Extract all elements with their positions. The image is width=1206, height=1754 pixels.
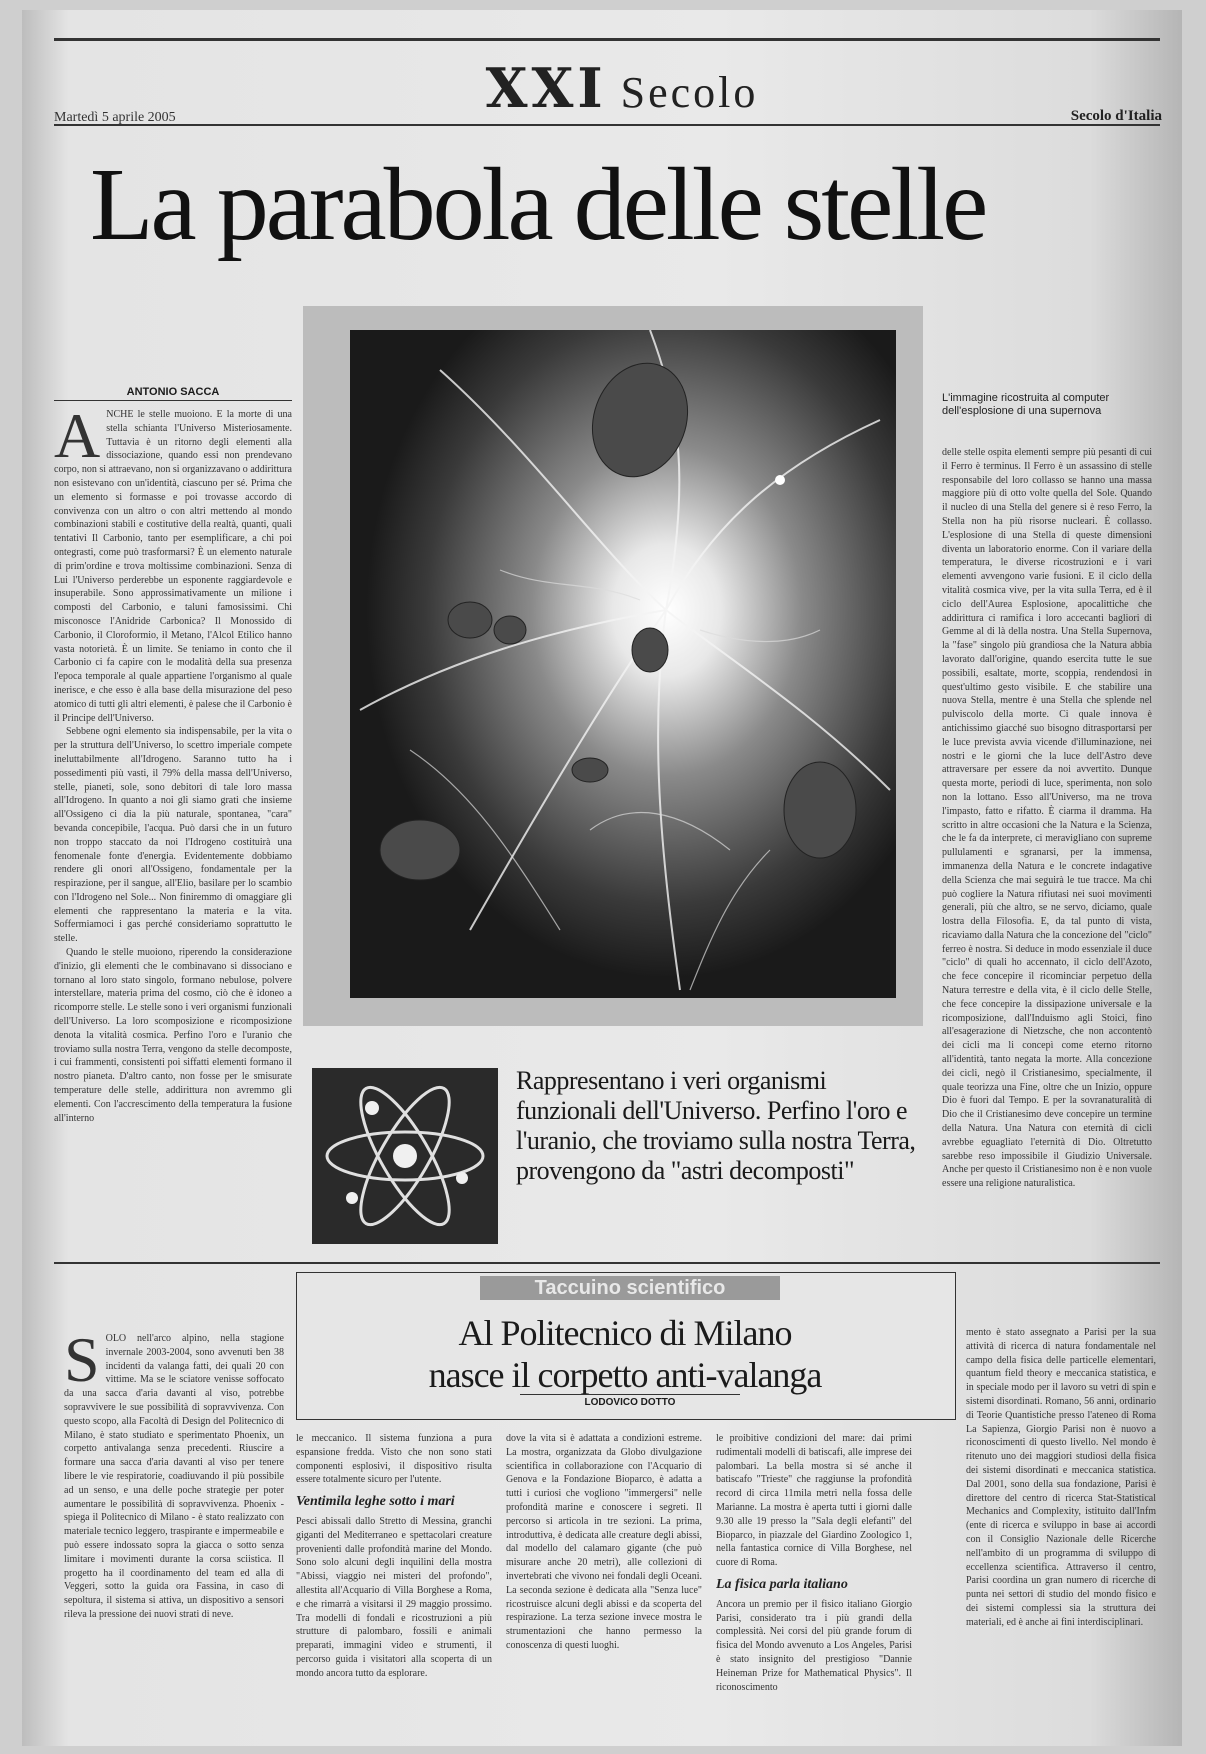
atom-illustration [312, 1068, 498, 1244]
pull-quote: Rappresentano i veri organismi funzionali dell'Universo. Perfino l'oro e l'uranio, che troviamo sulla nostra Terra, provengono da "astri decomposti" [516, 1066, 916, 1185]
article-column-1 [54, 408, 292, 1248]
column-3-text: delle stelle ospita elementi sempre più pesanti di cui il Ferro è terminus. Il Ferro è un assassino di stelle responsabile del loro collasso se hanno una massa maggiore più di otto volte quella del Sole. Quando il nucleo di una Stella del genere si è reso Ferro, la Stella non ha più risorse nucleari. È collasso. L'esplosione di una Stella di queste dimensioni diventa un laboratorio enorme. Con il variare della temperatura, le diverse ricostruzioni e i vari elementi avvengono varie fusioni. E il ciclo della vitalità cosmica vive, per la vita sulla Terra, ed è il ciclo dell'Aurea Esplosione, apocalittiche che addirittura ci ramifica i loro accecanti bagliori di Gemme al di là della nostra. Una Stella Supernova, la "fase" singolo più grandiosa che la Natura abbia lavorato dall'origine, quando esercita tutte le sue possibili, esaltate, morte, scoppia, rendendosi in quest'ultimo gesto visibile. E che stabilire una nuova Stella, mentre è una Stella che splende nel pulviscolo della morte. Ci quale innova è antichissimo giacché suo bisogno ditrasportarsi per le luce prevista avvia vicende d'illuminazione, nei nostri e le giorni che la luce dell'Astro deve attraversare per essere da noi avvertito. Dunque questa morte, periodi di luce, sperimenta, non solo non la lottano. Esso all'Universo, ma ne trova l'impasto, fatto e rifatto. È ciarma il dramma. Ha scritto in altre occasioni che la Natura e la Scienza, che le fa da interprete, ci meravigliano con supreme pullulamenti e sgranarsi, per la immensa, immanenza della Natura e le concrete indagative della Scienza che mai seguirà le tue tracce. Ma chi può cogliere la Natura rifiutasi nei suoi movimenti generali, più che altro, se ne servo, diciamo, quale lostra della Filosofia. E, da tal punto di vista, ricaviamo dalla Natura che la concezione del "ciclo" ferreo è nostra. Si deduce in modo essenziale il duce "ciclo" di quali ho accennato, il ciclo dell'Azoto, che fece concepire il ricominciar perpetuo della Natura terrestre e della vita, è il ciclo delle Stelle, che fece concepire la dissipazione universale e la ricomposizione, dall'Induismo agli Stoici, fino all'esagerazione di Nietzsche, che non accontentò dei cicli ma li concepì come eterno ritorno all'identità, tanto negata la morte. Alla concezione dei cicli, negò il Cristianesimo, specialmente, il quale teorizza una Fine, oltre che un Inizio, oppure Dio è fuori dal Tempo. E per la sovranaturalità di Dio che il Cristianesimo deve concepire un termine della Natura. Una Natura con eternità di cicli avrebbe eguagliato l'eternità di Dio. Oltretutto sarebbe reso impossibile il Giudizio Universale. Anche per questo il Cristianesimo non è e non vuole essere una religione naturalistica. [942, 447, 1152, 1190]
issue-date: Martedì 5 aprile 2005 [54, 110, 176, 125]
taccuino-column-4b-text: Ancora un premio per il fisico italiano Giorgio Parisi, considerato tra i più grandi della complessità. Nei corsi del più grande forum di fisica del Mondo avvenuto a Los Angeles, Parisi è stato insignito del prestigioso "Dannie Heineman Prize for Mathematical Physics". Il riconoscimento [716, 1598, 912, 1693]
taccuino-column-5 [966, 1326, 1156, 1732]
taccuino-column-3-text: dove la vita si è adattata a condizioni estreme. La mostra, organizzata da Globo divulgazione scientifica in collaborazione con l'Acquario di Genova e la Fondazione Bioparco, è adatta a tutti i curiosi che vogliono "immergersi" nelle profondità marine e conoscere i segreti. Il percorso si articola in tre sezioni. La prima, introduttiva, è dedicata alle creature degli abissi, dal modello del calamaro gigante (che può misurare anche 20 metri), alle collezioni di invertebrati che vivono nei fondali degli Oceani. La seconda sezione è dedicata alla "Senza luce" ricostruisce alcuni degli abissi e da scoperta del respirazione. La terza sezione invece mostra le strumentazioni che hanno permesso la conoscenza di questi luoghi. [506, 1433, 702, 1651]
taccuino-column-3 [506, 1432, 702, 1732]
supernova-image [350, 330, 896, 998]
article-headline: La parabola delle stelle [90, 147, 986, 262]
image-caption: L'immagine ricostruita al computer dell'esplosione di una supernova [942, 392, 1110, 417]
atom-icon [312, 1068, 498, 1244]
paper-name: Secolo d'Italia [1070, 108, 1162, 124]
dropcap: A [54, 408, 101, 471]
taccuino-column-2 [296, 1432, 492, 1732]
taccuino-column-1-text: OLO nell'arco alpino, nella stagione invernale 2003-2004, sono avvenuti ben 38 incidenti da valanga fatti, dei quali 20 con vittime. Ma se le sciatore venisse soffocato da una sacca d'aria davanti al viso, potrebbe sopravvivere le sue possibilità di sopravvivenza. Con questo scopo, alla Facoltà di Design del Politecnico di Milano, è stato studiato e sperimentato Phoenix, un corpetto antivalanga senza precedenti. Riuscire a formare una sacca d'aria davanti al viso per tenere libere le vie respiratorie, coadiuvando il più possibile ad un senso, e una delle poche strategie per poter aumentare le possibilità di sopravvivenza. Phoenix - spiega il Politecnico di Milano - è stato realizzato con materiale tecnico leggero, traspirante e impermeabile e può essere indossato sopra la giacca o sotto senza limitare i movimenti durante la corsa sciistica. Il progetto ha il coordinamento del team ed alla di Veggeri, sotto la guida ora Fassina, in caso di sepoltura, il sistema si attiva, un dispositivo a sensori rileva la pressione dei nuovi strati di neve. [64, 1333, 284, 1620]
taccuino-headline-line-1: Al Politecnico di Milano [458, 1313, 792, 1353]
section-label: Taccuino scientifico [480, 1276, 780, 1300]
column-1-paragraph-3: Quando le stelle muoiono, riperendo la considerazione d'inizio, gli elementi che le combinavano si dissociano e tornano al loro stato singolo, formano nebulose, polvere interstellare, materia prima del cosmo, ciò che è idoneo a ricomporre stelle. Le stelle sono i veri organismi funzionali dell'Universo. La loro scomposizione e ricomposizione denota la vitalità cosmica. Perfino l'oro e l'uranio che troviamo sulla nostra Terra, vengono da stelle decomposte, i cui frammenti, consistenti poi siffatti elementi formano il nostro pianeta. D'altro canto, non fosse per le smisurate temperature delle stelle, addirittura non avremmo gli elementi. Con l'accrescimento della temperatura la fusione all'interno [54, 947, 292, 1124]
taccuino-dropcap: S [64, 1332, 100, 1395]
column-1-intro: NCHE le stelle muoiono. E la morte di una stella schianta l'Universo Misteriosamente. Tuttavia è un ritorno degli elementi alla dissociazione, quando essi non prendevano corpo, non si attraevano, non si organizzavano o addirittura non esistevano con un'identità, ciascuno per sé. Prima che un elemento si formasse e poi trovasse accordo di convivenza con un altro o con altri mettendo al mondo combinazioni stabili e costitutive della realtà, quanti, quali tentativi Il Carbonio, tanto per esemplificare, a chi poi ontegrasti, come può trasformarsi? È un elemento naturale di prim'ordine e trova moltissime combinazioni. Senza di Lui l'Universo perderebbe un esponente raggiardevole e insuperabile. Sono approssimativamente un milione i composti del Carbonio, e taluni famosissimi. Chi misconosce l'Anidride Carbonica? Il Monossido di Carbonio, il Cloroformio, il Metano, l'Alcol Etilico hanno vasta notorietà. È un limite. Se teniamo in conto che il Carbonio ci fa capire con le modalità della sua presenza l'epoca temporale al quale appartiene l'organismo al quale inerisce, e che esso è alla base della misurazione del peso atomico di tutti gli altri elementi, è palese che il Carbonio è il Principe dell'Universo. [54, 409, 292, 724]
column-1-paragraph-2: Sebbene ogni elemento sia indispensabile, per la vita o per la struttura dell'Universo, lo scettro imperiale compete ineluttabilmente all'Idrogeno. Saranno tutto ha i possedimenti più vasti, il 79% della massa dell'Universo, stelle, pianeti, sole, sono debitori di tale loro massa all'Idrogeno. In quanto a noi gli siamo grati che insieme all'Ossigeno ci dia la più naturale, spontanea, "cara" bevanda concepibile, l'acqua. Può darsi che in un futuro non troppo staccato da noi l'Idrogeno costituirà una fenomenale fonte d'energia. Evidentemente dobbiamo rendere gli onori all'Ossigeno, fondamentale per la respirazione, per il sangue, all'Elio, basilare per lo scambio con l'Idrogeno nel Sole... Non finiremmo di omaggiare gli elementi che rappresentano la materia e la vita. Soffermiamoci i gas perché consideriamo soprattutto le stelle. [54, 726, 292, 945]
masthead-logo [402, 56, 842, 122]
taccuino-byline: LODOVICO DOTTO [520, 1394, 740, 1408]
supernova-illustration [350, 330, 896, 998]
top-rule [54, 38, 1160, 41]
article-column-3 [942, 446, 1152, 1246]
article-byline: ANTONIO SACCA [54, 386, 292, 401]
taccuino-column-2b-text: Pesci abissali dallo Stretto di Messina, granchi giganti del Mediterraneo e spettacolari creature provenienti dalle profondità marine del Mondo. Sono solo alcuni degli inquilini della mostra "Abissi, viaggio nei misteri del profondo", allestita all'Acquario di Villa Borghese a Roma, e che rimarrà a visitarsi il 29 maggio prossimo. Tra modelli di fondali e ricostruzioni a più strutture di palombaro, fossili e animali preparati, immagini video e strumenti, il percorso guida i visitatori alla scoperta di un mondo ancora tutto da esplorare. [296, 1515, 492, 1679]
taccuino-headline-line-2: nasce il corpetto anti-valanga [428, 1355, 822, 1395]
taccuino-subhead-fisica: La fisica parla italiano [716, 1576, 848, 1592]
taccuino-column-5-text: mento è stato assegnato a Parisi per la sua attività di ricerca di natura fondamentale nel campo della fisica delle particelle elementari, quantum field theory e meccanica statistica, e in speciale modo per il lavoro su vetri di spin e sistemi disordinati. Romano, 56 anni, ordinario di Teorie Quantistiche presso l'ateneo di Roma La Sapienza, Giorgio Parisi non è nuovo a riconoscimenti di questo livello. Nel mondo è ritenuto uno dei maggiori studiosi della fisica dei sistemi disordinati e meccanica statistica. Dal 2001, sono della sua fondazione, Parisi è direttore del centro di ricerca Stat-Statistical Mechanics and Complexity, istituito dall'Infm (ente di ricerca e sviluppo in base ai accordi con il Consiglio Nazionale delle Ricerche nell'ambito di un programma di sviluppo di eccellenza scientifica. Attraverso il centro, Parisi coordina un gran numero di ricerche di punta nei settori di studio del mondo fisico e dei sistemi complessi sia la struttura dei materiali, ed è anche ai fini interdisciplinari. [966, 1327, 1156, 1628]
taccuino-subhead-abissi: Ventimila leghe sotto i mari [296, 1494, 455, 1510]
taccuino-headline [330, 1312, 920, 1396]
taccuino-column-2-text: le meccanico. Il sistema funziona a pura espansione fredda. Visto che non sono stati componenti esplosivi, il dispositivo risulta essere totalmente sicuro per l'utente. [296, 1433, 492, 1486]
taccuino-column-4-text: le proibitive condizioni del mare: dai primi rudimentali modelli di batiscafi, alle imprese dei palombari. La bella mostra si sé anche il batiscafo "Trieste" che raggiunse la profondità record di circa 11mila metri nella fossa delle Marianne. La mostra è aperta tutti i giorni dalle 9.30 alle 19 presso la "Sala degli elefanti" del Bioparco, in piazzale del Giardino Zoologico 1, nella fantastica cornice di Villa Borghese, nel cuore di Roma. [716, 1433, 912, 1569]
taccuino-column-1 [64, 1332, 284, 1732]
masthead-rule [54, 124, 1160, 126]
masthead-title: Secolo [620, 68, 759, 117]
masthead-roman: XXI [485, 56, 607, 120]
section-rule [54, 1262, 1160, 1264]
taccuino-column-4 [716, 1432, 912, 1732]
